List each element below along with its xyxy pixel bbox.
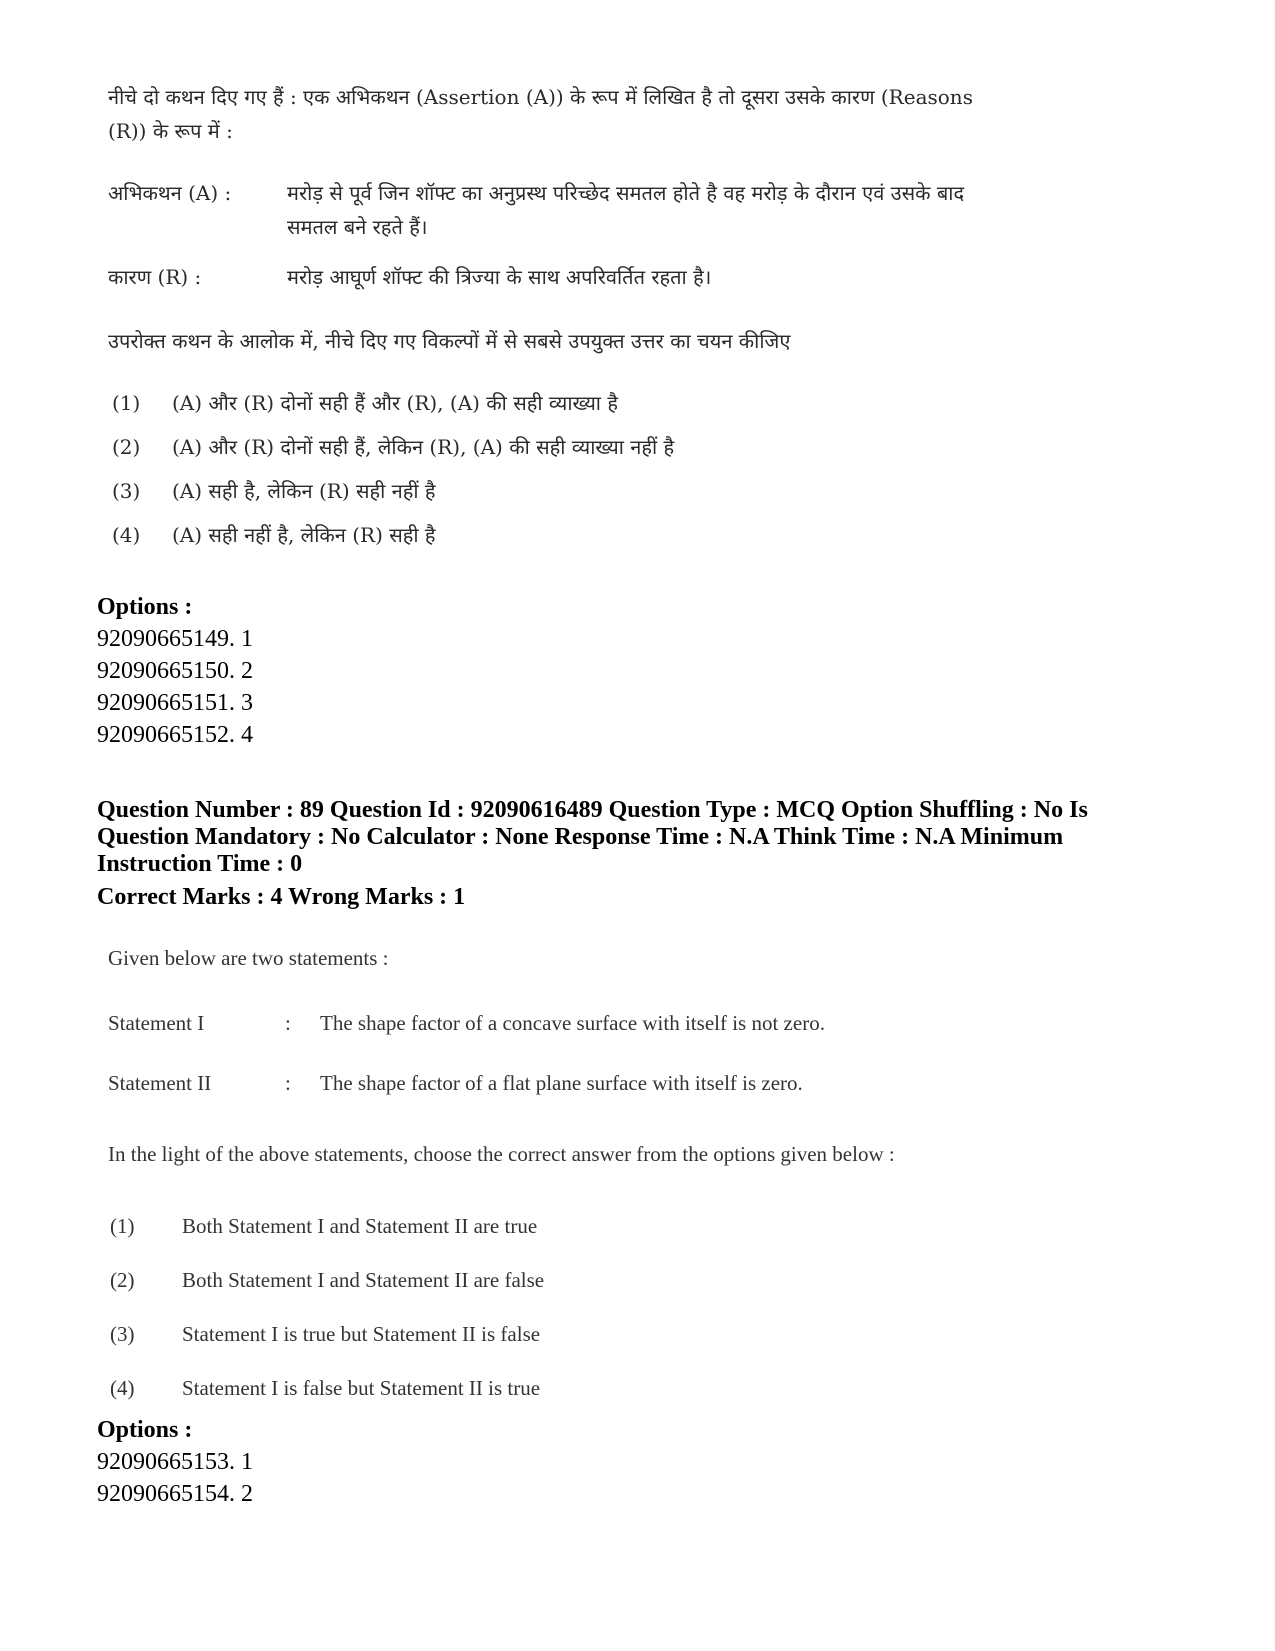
question-meta [97,797,1197,911]
hindi-intro-line2: (R)) के रूप में : [108,119,233,143]
option-item: 92090665149. 1 [97,626,253,652]
option-item: 92090665152. 4 [97,722,253,748]
choice-text: (A) और (R) दोनों सही हैं और (R), (A) की सही व्याख्या है [172,391,618,415]
assertion-line2: समतल बने रहते हैं। [287,215,428,239]
statement-1-label: Statement I [108,1011,205,1035]
english-choice [110,1322,544,1376]
choice-text: (A) सही नहीं है, लेकिन (R) सही है [172,523,436,547]
hindi-instruction: उपरोक्त कथन के आलोक में, नीचे दिए गए विकल्पों में से सबसे उपयुक्त उत्तर का चयन कीजिए [108,329,791,353]
question-marks: Correct Marks : 4 Wrong Marks : 1 [97,884,466,910]
options-heading: Options : [97,1417,193,1443]
choice-number: (4) [110,1376,135,1400]
hindi-choice [112,518,674,562]
choice-number: (1) [110,1214,135,1238]
reason-text: मरोड़ आघूर्ण शॉफ्ट की त्रिज्या के साथ अपरिवर्तित रहता है। [287,265,712,289]
hindi-intro [108,80,1108,148]
hindi-choices [112,386,674,562]
choice-number: (3) [110,1322,135,1346]
statement-2-text: The shape factor of a flat plane surface with itself is zero. [320,1071,803,1095]
option-item: 92090665153. 1 [97,1449,253,1475]
choice-text: Statement I is true but Statement II is false [182,1322,541,1346]
statement-1-colon: : [285,1011,291,1035]
choice-text: (A) और (R) दोनों सही हैं, लेकिन (R), (A) की सही व्याख्या नहीं है [172,435,675,459]
question-meta-line3: Instruction Time : 0 [97,851,303,877]
statement-2-colon: : [285,1071,291,1095]
english-choice [110,1376,544,1410]
choice-number: (2) [112,435,141,459]
options-list-1 [97,591,253,751]
choice-number: (1) [112,391,141,415]
choice-text: Both Statement I and Statement II are true [182,1214,538,1238]
hindi-choice [112,386,674,430]
english-choices [110,1214,544,1410]
english-intro: Given below are two statements : [108,946,389,970]
choice-text: Both Statement I and Statement II are false [182,1268,545,1292]
english-choice [110,1268,544,1322]
assertion-line1: मरोड़ से पूर्व जिन शॉफ्ट का अनुप्रस्थ परिच्छेद समतल होते है वह मरोड़ के दौरान एवं उसके बाद [287,181,965,205]
option-item: 92090665151. 3 [97,690,253,716]
choice-text: (A) सही है, लेकिन (R) सही नहीं है [172,479,436,503]
hindi-choice [112,474,674,518]
statement-2-label: Statement II [108,1071,212,1095]
reason-label: कारण (R) : [108,265,202,289]
assertion-label: अभिकथन (A) : [108,181,232,205]
option-item: 92090665150. 2 [97,658,253,684]
assertion-text [287,176,1087,244]
option-item: 92090665154. 2 [97,1481,253,1507]
choice-number: (2) [110,1268,135,1292]
choice-number: (4) [112,523,141,547]
question-meta-line1: Question Number : 89 Question Id : 92090616489 Question Type : MCQ Option Shuffling : No Is [97,797,1088,823]
choice-number: (3) [112,479,141,503]
statement-1-text: The shape factor of a concave surface with itself is not zero. [320,1011,825,1035]
question-meta-line2: Question Mandatory : No Calculator : None Response Time : N.A Think Time : N.A Minimum [97,824,1064,850]
options-list-2 [97,1414,253,1510]
hindi-choice [112,430,674,474]
english-choice [110,1214,544,1268]
choice-text: Statement I is false but Statement II is true [182,1376,541,1400]
options-heading: Options : [97,594,193,620]
hindi-intro-line1: नीचे दो कथन दिए गए हैं : एक अभिकथन (Assertion (A)) के रूप में लिखित है तो दूसरा उसके कारण (Reasons [108,85,973,109]
english-instruction: In the light of the above statements, choose the correct answer from the options given below : [108,1142,895,1166]
